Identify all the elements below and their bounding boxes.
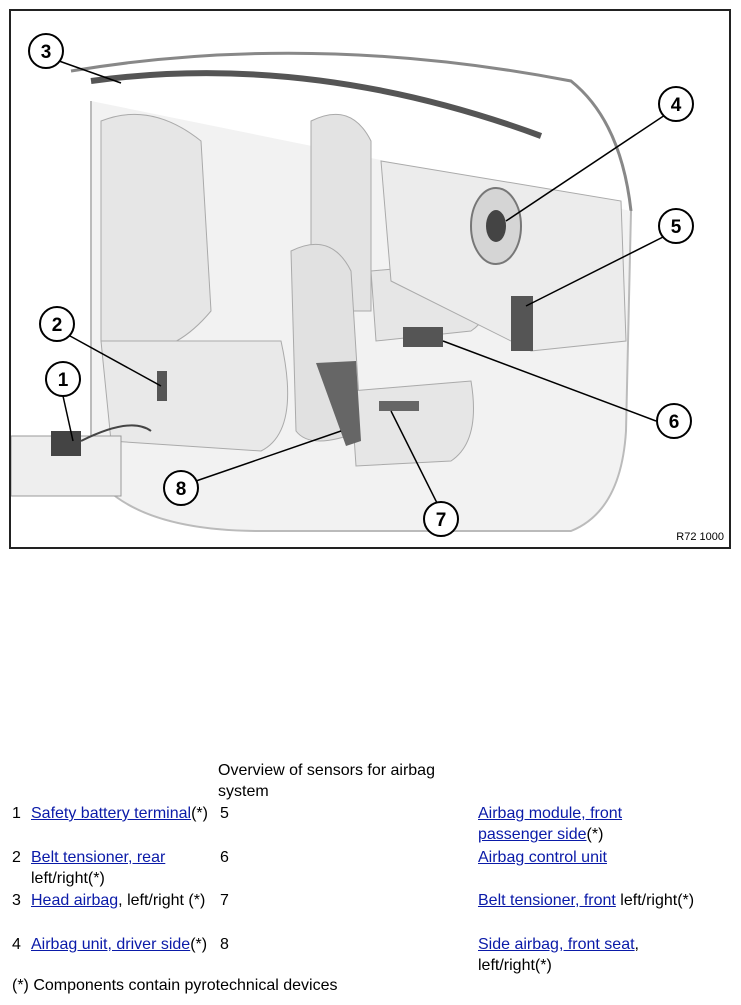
figure-caption: Overview of sensors for airbag system [218,762,435,800]
callout-8 [164,471,198,505]
legend-row [0,803,741,847]
legend-entry: Head airbag, left/right (*) [31,892,206,909]
car-interior-drawing [11,11,729,547]
legend-link-airbag-module-front-passenger[interactable]: Airbag module, front passenger side [478,805,623,843]
legend-entry: Safety battery terminal(*) [31,805,208,822]
legend-link-airbag-control-unit[interactable]: Airbag control unit [478,848,607,866]
legend-entry: Belt tensioner, rear left/right(*) [31,848,166,887]
legend-number: 5 [220,805,229,822]
svg-text:4: 4 [670,95,682,116]
legend-number: 1 [12,805,21,822]
svg-text:1: 1 [57,370,69,391]
svg-text:2: 2 [51,315,63,336]
legend-link-belt-tensioner-front[interactable]: Belt tensioner, front [478,892,616,909]
legend-link-side-airbag-front-seat[interactable]: Side airbag, front seat [478,935,635,953]
legend-number: 8 [220,935,229,953]
svg-text:8: 8 [175,479,187,500]
legend-link-belt-tensioner-rear[interactable]: Belt tensioner, rear [31,848,166,866]
svg-text:6: 6 [668,412,680,433]
airbag-illustration [9,9,731,549]
callout-3 [29,34,63,68]
legend-number: 2 [12,848,21,866]
legend-row [0,934,741,978]
callout-7 [424,502,458,536]
legend-link-head-airbag[interactable]: Head airbag [31,892,119,909]
figure-code: R72 1000 [676,531,724,543]
callout-5 [659,209,693,243]
legend-number: 6 [220,848,229,866]
legend-entry [478,847,698,868]
legend-row [0,890,741,934]
legend-number: 7 [220,892,229,909]
legend-number: 3 [12,892,21,909]
callout-1 [46,362,80,396]
legend-entry: Belt tensioner, front left/right(*) [478,892,695,909]
svg-text:7: 7 [435,510,447,531]
legend-number: 4 [12,935,21,953]
callout-4 [659,87,693,121]
legend-link-safety-battery-terminal[interactable]: Safety battery terminal [31,805,192,822]
svg-text:5: 5 [670,217,682,238]
legend-link-airbag-unit-driver[interactable]: Airbag unit, driver side [31,935,191,953]
pyrotechnic-note: (*) Components contain pyrotechnical devices [12,977,338,994]
legend-row [0,847,741,891]
legend-entry: Airbag module, front passenger side(*) [478,805,623,843]
legend-table [0,803,741,977]
callout-6 [657,404,691,438]
legend-entry: Side airbag, front seat, left/right(*) [478,935,639,974]
svg-text:3: 3 [40,42,52,63]
callout-2 [40,307,74,341]
legend-entry: Airbag unit, driver side(*) [31,935,208,953]
